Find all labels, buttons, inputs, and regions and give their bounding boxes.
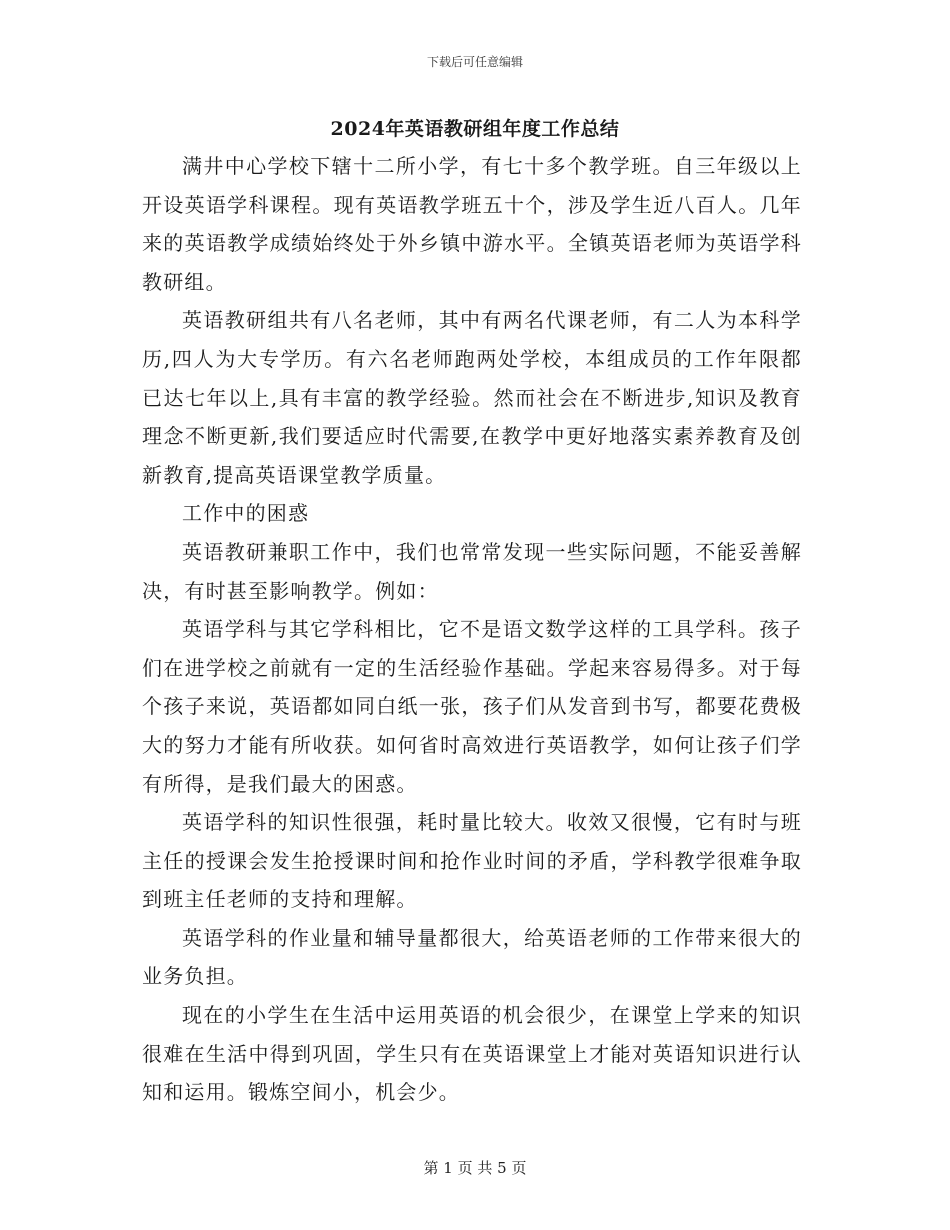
page-number: 第 1 页 共 5 页	[423, 1159, 527, 1177]
paragraph: 英语学科的作业量和辅导量都很大，给英语老师的工作带来很大的业务负担。	[142, 925, 802, 989]
paragraph: 英语学科的知识性很强，耗时量比较大。收效又很慢，它有时与班主任的授课会发生抢授课时间和抢作业时间的矛盾，学科教学很难争取到班主任老师的支持和理解。	[142, 810, 802, 912]
paragraph: 英语教研组共有八名老师，其中有两名代课老师，有二人为本科学历,四人为大专学历。有六名老师跑两处学校，本组成员的工作年限都已达七年以上,具有丰富的教学经验。然而社会在不断进步,知识及教育理念不断更新,我们要适应时代需要,在教学中更好地落实素养教育及创新教育,提高英语课堂教学质量。	[142, 308, 802, 487]
page-header-note: 下载后可任意编辑	[426, 55, 523, 69]
paragraph: 满井中心学校下辖十二所小学，有七十多个教学班。自三年级以上开设英语学科课程。现有英语教学班五十个，涉及学生近八百人。几年来的英语教学成绩始终处于外乡镇中游水平。全镇英语老师为英语学科教研组。	[142, 154, 802, 294]
document-body	[142, 147, 802, 1112]
paragraph: 英语教研兼职工作中，我们也常常发现一些实际问题，不能妥善解决，有时甚至影响教学。例如：	[142, 539, 802, 603]
document-title: 2024年英语教研组年度工作总结	[330, 118, 620, 140]
section-heading: 工作中的困惑	[182, 501, 310, 526]
paragraph: 现在的小学生在生活中运用英语的机会很少，在课堂上学来的知识很难在生活中得到巩固，学生只有在英语课堂上才能对英语知识进行认知和运用。锻炼空间小，机会少。	[142, 1003, 802, 1105]
paragraph: 英语学科与其它学科相比，它不是语文数学这样的工具学科。孩子们在进学校之前就有一定的生活经验作基础。学起来容易得多。对于每个孩子来说，英语都如同白纸一张，孩子们从发音到书写，都要花费极大的努力才能有所收获。如何省时高效进行英语教学，如何让孩子们学有所得，是我们最大的困惑。	[142, 617, 802, 796]
